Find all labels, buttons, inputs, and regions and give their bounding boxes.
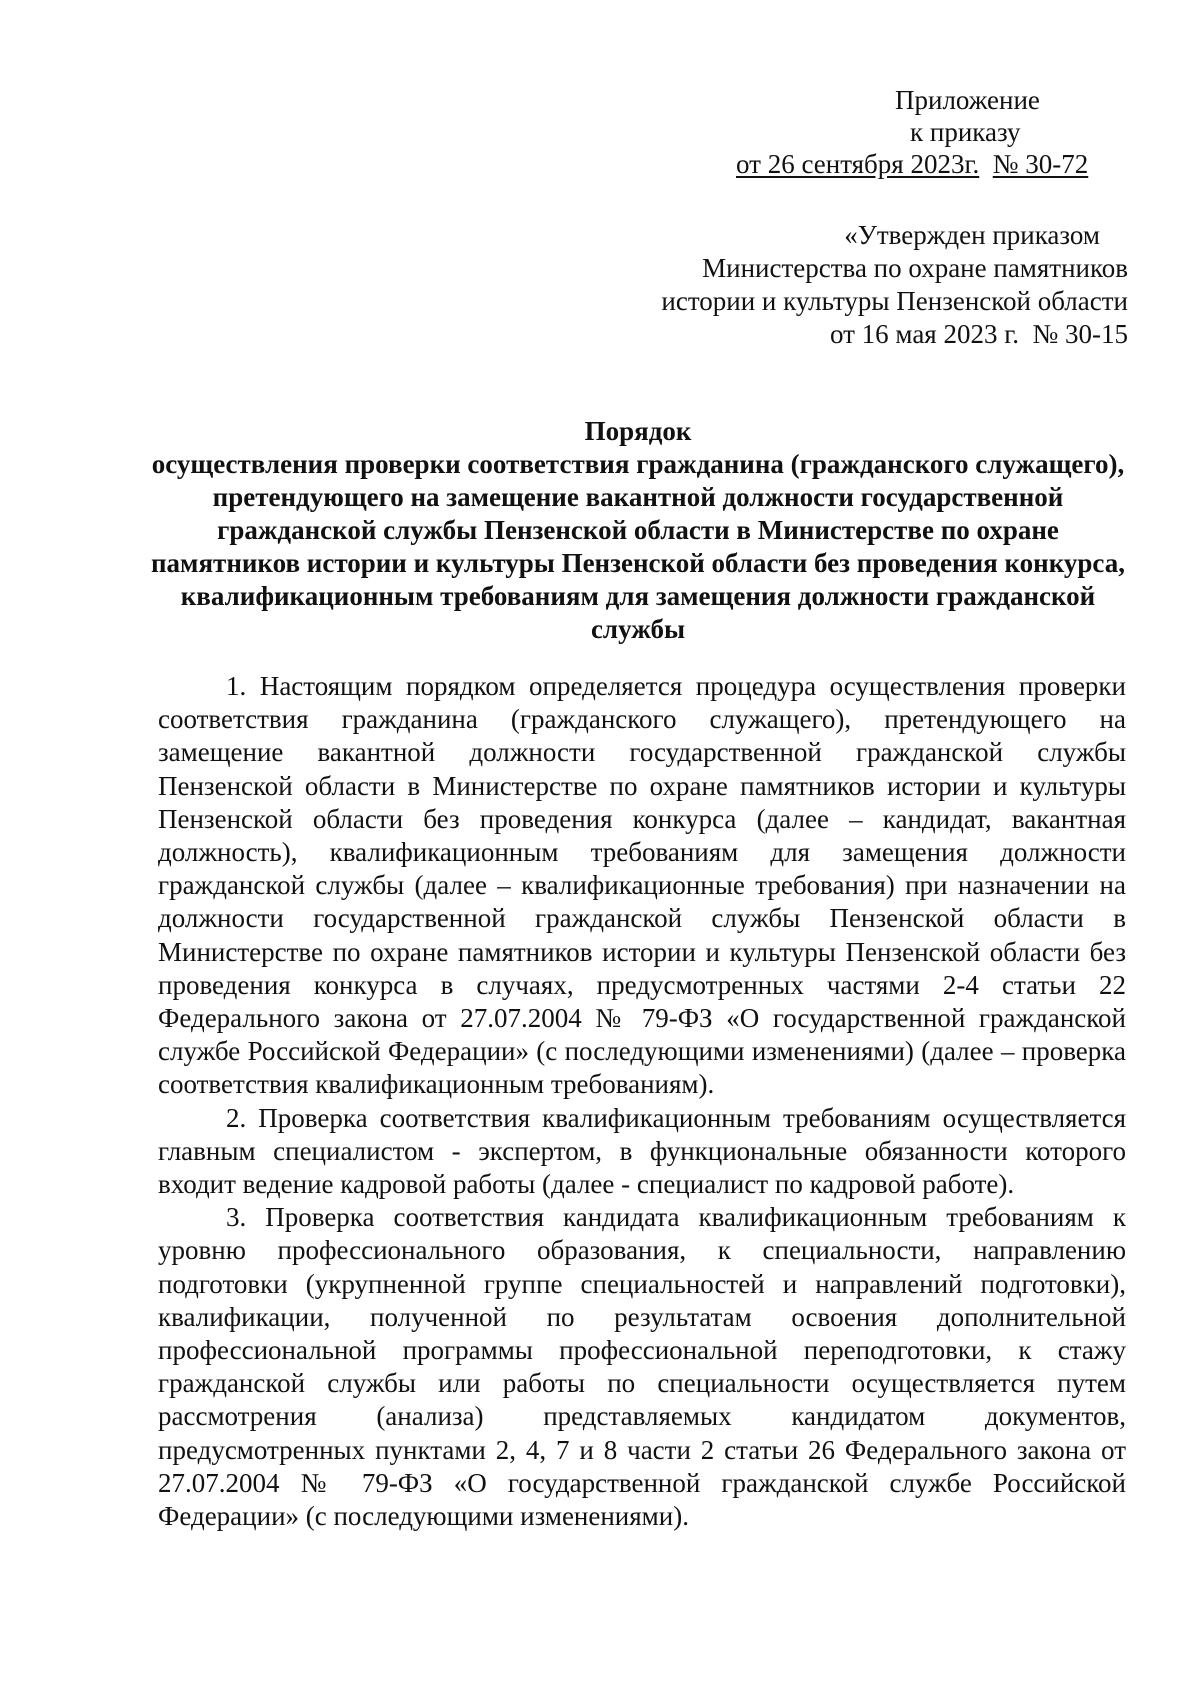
attachment-order-line [700,148,1120,180]
document-body [158,670,1126,1533]
title-subtitle: осуществления проверки соответствия гражданина (гражданского служащего), претендующего на замещение вакантной должности государственной гражданской службы Пензенской области в Министерстве по охране памятников истории и культуры Пензенской области без проведения конкурса, квалификационным требованиям для замещения должности гражданской службы [151,449,1125,644]
approval-line-3: истории и культуры Пензенской области [661,286,1128,316]
attachment-to-order: к приказу [910,117,1021,147]
title-heading: Порядок [584,416,692,446]
paragraph-3: 3. Проверка соответствия кандидата квалификационным требованиям к уровню профессионального образования, к специальности, направлению подготовки (укрупненной группе специальностей и направлений подготовки), квалификации, полученной по результатам освоения дополнительной профессиональной программы профессиональной переподготовки, к стажу гражданской службы или работы по специальности осуществляется путем рассмотрения (анализа) представляемых кандидатом документов, предусмотренных пунктами 2, 4, 7 и 8 части 2 статьи 26 Федерального закона от 27.07.2004 № 79-ФЗ «О государственной гражданской службе Российской Федерации» (с последующими изменениями). [158,1202,1126,1532]
approval-line-4: от 16 мая 2023 г. № 30-15 [829,319,1128,349]
approval-block [508,219,1128,351]
paragraph-2: 2. Проверка соответствия квалификационным требованиям осуществляется главным специалистом - экспертом, в функциональные обязанности которого входит ведение кадровой работы (далее - специалист по кадровой работе). [158,1102,1126,1200]
attachment-date: от 26 сентября 2023г. [736,149,980,179]
approval-line-1: «Утвержден приказом [844,220,1100,250]
attachment-label: Приложение [895,85,1040,115]
attachment-number: № 30-72 [992,149,1089,179]
attachment-block [700,84,1120,180]
approval-line-2: Министерства по охране памятников [702,253,1128,283]
paragraph-1: 1. Настоящим порядком определяется процедура осуществления проверки соответствия гражданина (гражданского служащего), претендующего на замещение вакантной должности государственной гражданской службы Пензенской области в Министерстве по охране памятников истории и культуры Пензенской области без проведения конкурса (далее – кандидат, вакантная должность), квалификационным требованиям для замещения должности гражданской службы (далее – квалификационные требования) при назначении на должности государственной гражданской службы Пензенской области в Министерстве по охране памятников истории и культуры Пензенской области без проведения конкурса в случаях, предусмотренных частями 2-4 статьи 22 Федерального закона от 27.07.2004 № 79-ФЗ «О государственной гражданской службе Российской Федерации» (с последующими изменениями) (далее – проверка соответствия квалификационным требованиям). [158,671,1126,1100]
document-title [150,415,1126,646]
